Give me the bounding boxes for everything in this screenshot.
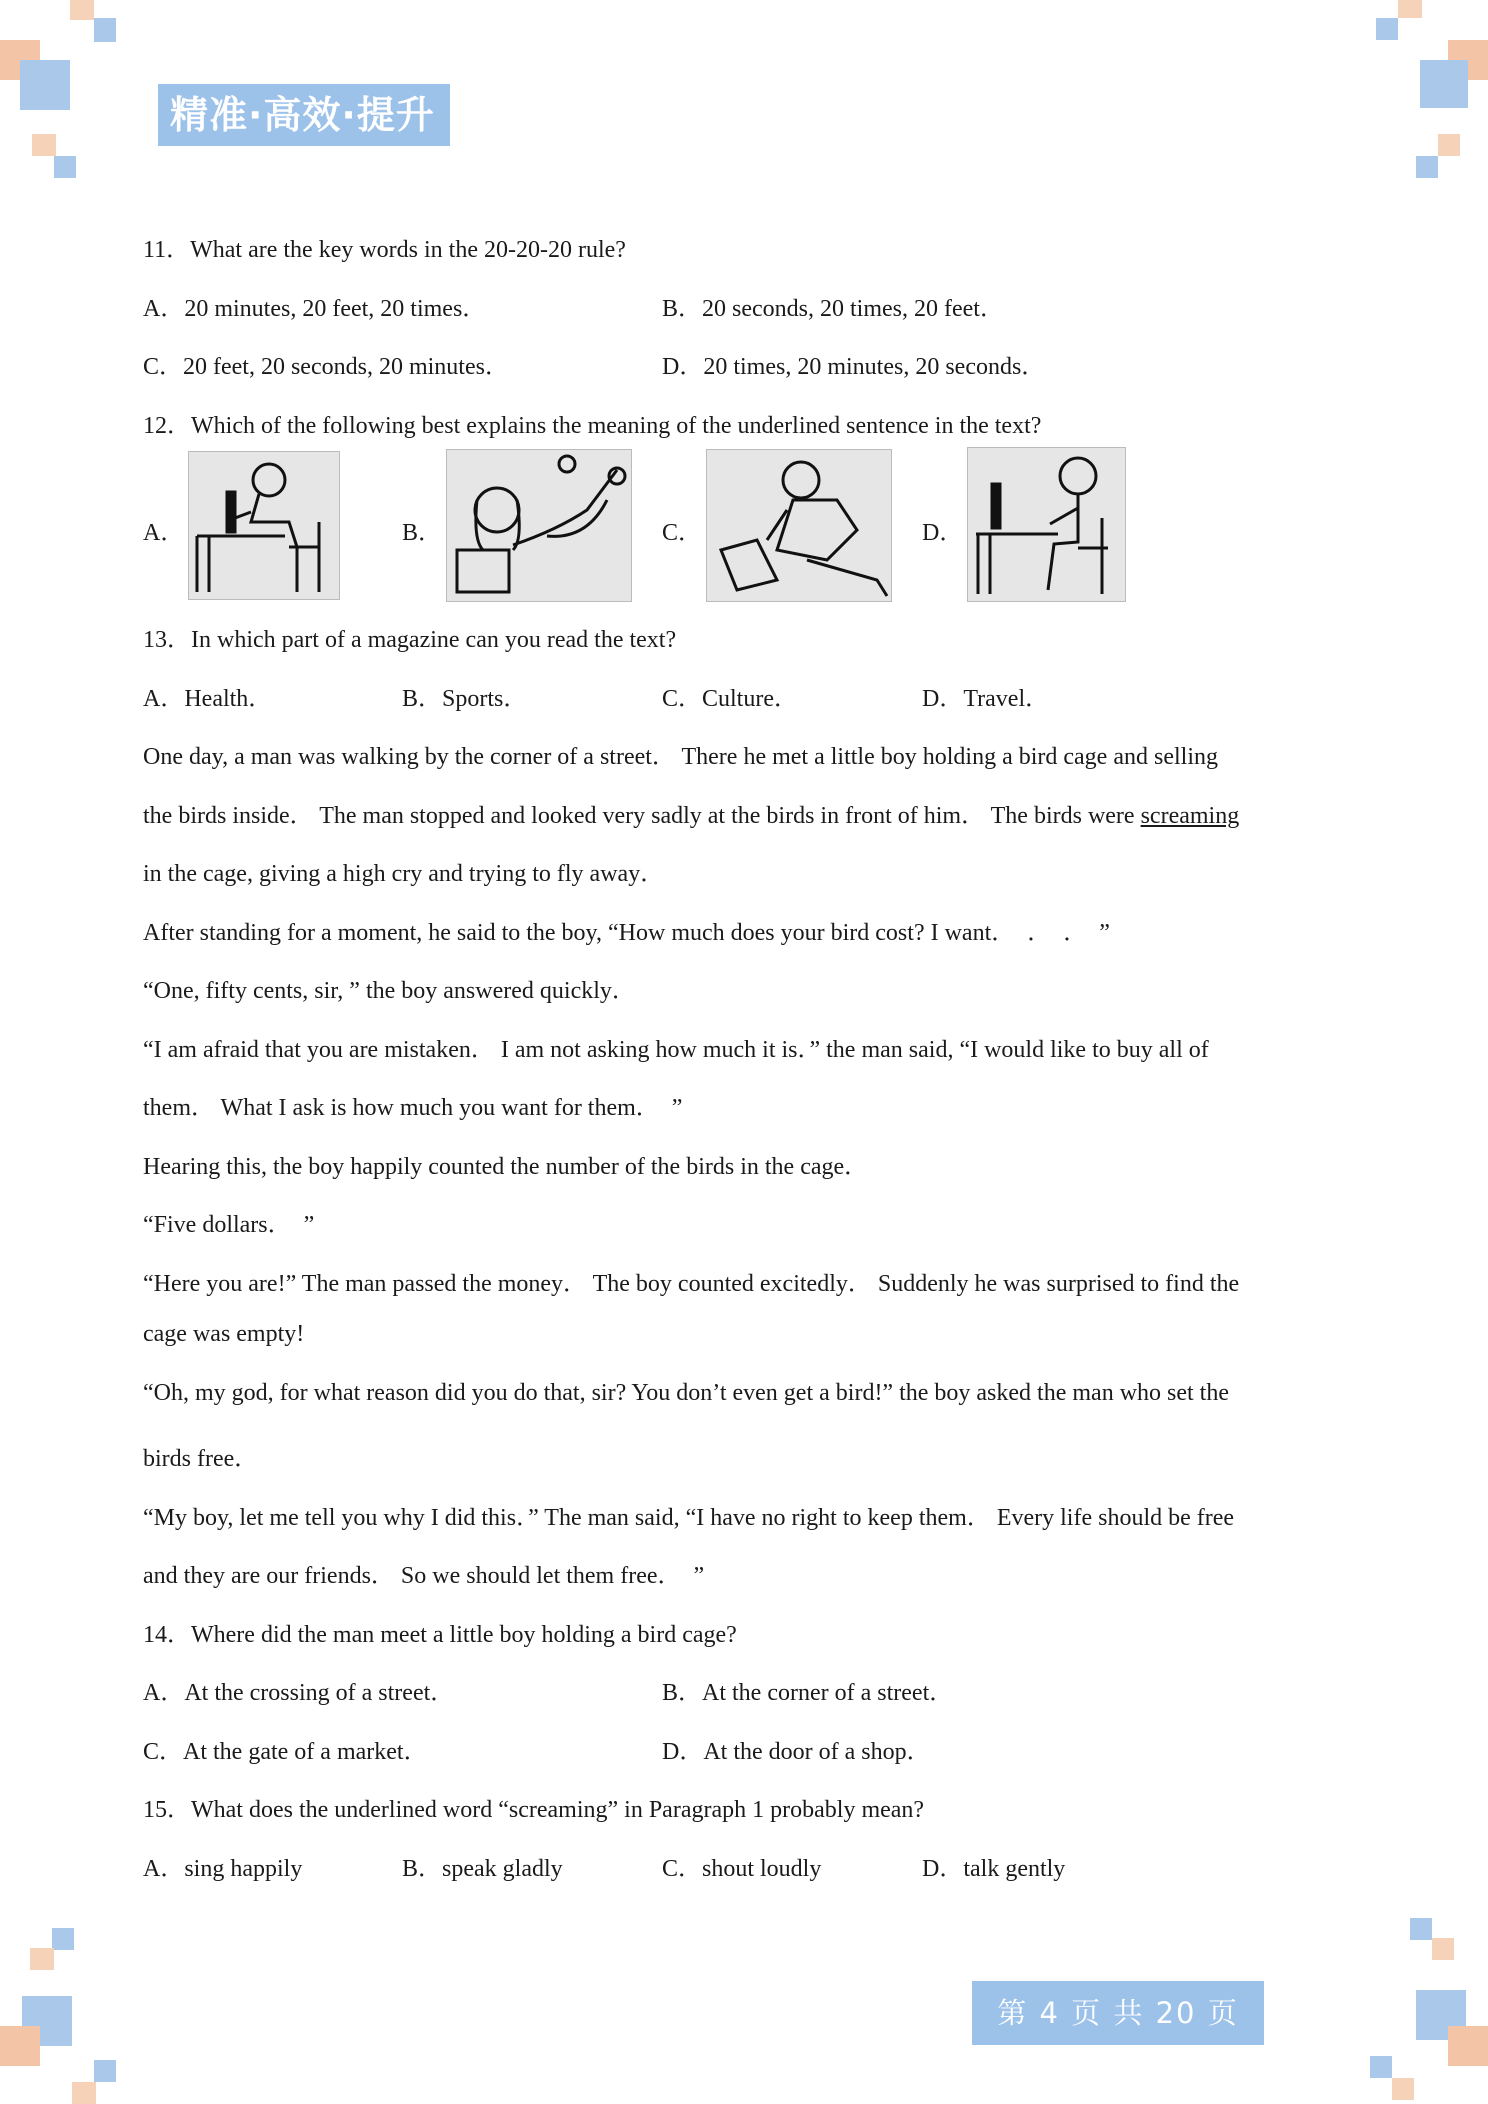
page-number-badge: 第 4 页 共 20 页: [972, 1981, 1264, 2045]
corner-decoration: [1416, 156, 1438, 178]
underlined-word: screaming: [1140, 803, 1240, 829]
corner-decoration: [52, 1928, 74, 1950]
option-a: A．At the crossing of a street．: [143, 1680, 455, 1706]
option-d-label: D．: [922, 520, 964, 546]
option-c: C．Culture．: [662, 686, 798, 712]
question-11: 11．What are the key words in the 20-20-20 rule?: [143, 237, 626, 263]
passage-line: “Five dollars． ”: [143, 1212, 315, 1238]
passage-line: After standing for a moment, he said to the boy, “How much does your bird cost? I want． ． ． ”: [143, 920, 1110, 946]
corner-decoration: [94, 18, 116, 42]
header-badge: 精准·高效·提升: [158, 84, 450, 146]
corner-decoration: [1432, 1938, 1454, 1960]
option-b: B．20 seconds, 20 times, 20 feet．: [662, 296, 1004, 322]
question-14: 14．Where did the man meet a little boy holding a bird cage?: [143, 1622, 737, 1648]
corner-decoration: [1438, 134, 1460, 156]
option-d: D．At the door of a shop．: [662, 1739, 931, 1765]
option-c: C．At the gate of a market．: [143, 1739, 428, 1765]
sketch-girl-lying-with-laptop: [446, 449, 632, 602]
corner-decoration: [70, 0, 94, 20]
option-b: B．speak gladly: [402, 1856, 563, 1882]
option-c: C．shout loudly: [662, 1856, 822, 1882]
option-a-label: A．: [143, 520, 185, 546]
passage-line: birds free．: [143, 1446, 259, 1472]
passage-line: [143, 795, 1239, 830]
option-d: D．talk gently: [922, 1856, 1066, 1882]
corner-decoration: [30, 1948, 54, 1970]
passage-line: Hearing this, the boy happily counted the number of the birds in the cage．: [143, 1154, 869, 1180]
corner-decoration: [1398, 0, 1422, 18]
corner-decoration: [1392, 2078, 1414, 2100]
passage-line: “Oh, my god, for what reason did you do that, sir? You don’t even get a bird!” the boy asked the man who set the: [143, 1380, 1229, 1406]
option-c-label: C．: [662, 520, 703, 546]
option-a: A．Health．: [143, 686, 273, 712]
corner-decoration: [1420, 60, 1468, 108]
passage-line: “One, fifty cents, sir, ” the boy answered quickly．: [143, 978, 636, 1004]
corner-decoration: [32, 134, 56, 156]
corner-decoration: [1410, 1918, 1432, 1940]
passage-line: in the cage, giving a high cry and trying to fly away．: [143, 861, 665, 887]
corner-decoration: [1370, 2056, 1392, 2078]
corner-decoration: [1376, 18, 1398, 40]
corner-decoration: [1448, 2026, 1488, 2066]
passage-line: One day, a man was walking by the corner of a street． There he met a little boy holding a bird cage and selling: [143, 744, 1218, 770]
corner-decoration: [0, 2026, 40, 2066]
sketch-boy-sitting-upright: [967, 447, 1126, 602]
question-13: 13．In which part of a magazine can you read the text?: [143, 627, 677, 653]
passage-line: “Here you are!” The man passed the money． The boy counted excitedly． Suddenly he was surprised to find the: [143, 1271, 1240, 1297]
option-a: A．20 minutes, 20 feet, 20 times．: [143, 296, 487, 322]
option-d: D．Travel．: [922, 686, 1050, 712]
passage-line: and they are our friends． So we should let them free． ”: [143, 1563, 705, 1589]
sketch-man-hunched-over-laptop: [706, 449, 892, 602]
option-b: B．Sports．: [402, 686, 528, 712]
option-c: C．20 feet, 20 seconds, 20 minutes．: [143, 354, 509, 380]
passage-line: them． What I ask is how much you want for them． ”: [143, 1095, 683, 1121]
corner-decoration: [94, 2060, 116, 2082]
passage-line: “My boy, let me tell you why I did this．” The man said, “I have no right to keep them． Every life should be free: [143, 1505, 1235, 1531]
question-12: 12．Which of the following best explains the meaning of the underlined sentence in the text?: [143, 413, 1042, 439]
passage-line: “I am afraid that you are mistaken． I am not asking how much it is．” the man said, “I would like to buy all of: [143, 1037, 1209, 1063]
corner-decoration: [54, 156, 76, 178]
sketch-boy-leaning-to-screen: [188, 451, 340, 600]
passage-line: cage was empty!: [143, 1321, 305, 1347]
option-b-label: B．: [402, 520, 443, 546]
question-15: 15．What does the underlined word “screaming” in Paragraph 1 probably mean?: [143, 1797, 925, 1823]
option-d: D．20 times, 20 minutes, 20 seconds．: [662, 354, 1046, 380]
option-b: B．At the corner of a street．: [662, 1680, 954, 1706]
corner-decoration: [20, 60, 70, 110]
corner-decoration: [72, 2082, 96, 2104]
option-a: A．sing happily: [143, 1856, 303, 1882]
passage-text: the birds inside． The man stopped and looked very sadly at the birds in front of him． The birds were: [143, 803, 1141, 829]
